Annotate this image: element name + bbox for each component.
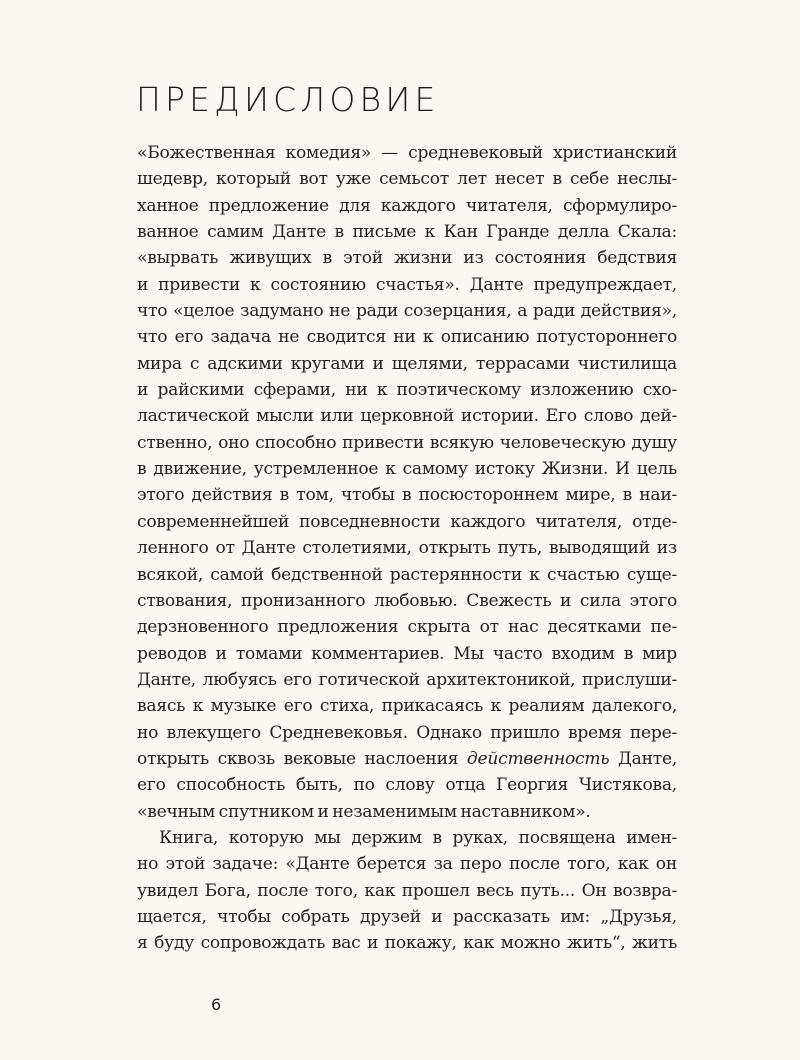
text-line: «вырвать живущих в этой жизни из состояния бедствия: [137, 248, 677, 269]
text-line: увидел Бога, после того, как прошел весь путь... Он возвра-: [137, 880, 677, 901]
text-line: всякой, самой бедственной растерянности к счастью суще-: [137, 564, 677, 585]
text-line: его способность быть, по слову отца Георгия Чистякова,: [137, 775, 677, 796]
text-line: ственно, оно способно привести всякую человеческую душу: [137, 432, 677, 453]
chapter-heading: ПРЕДИСЛОВИЕ: [136, 80, 440, 119]
text-line-with-emphasis: [137, 746, 677, 772]
text-line: и привести к состоянию счастья». Данте предупреждает,: [137, 274, 677, 295]
text-line: ханное предложение для каждого читателя, сформулиро-: [137, 195, 677, 216]
text-line: мира с адскими кругами и щелями, террасами чистилища: [137, 353, 677, 374]
text-line: что его задача не сводится ни к описанию потустороннего: [137, 327, 677, 348]
emphasis-word: действенность: [466, 748, 610, 769]
text-line: ванное самим Данте в письме к Кан Гранде делла Скала:: [137, 222, 677, 243]
text-line: современнейшей повседневности каждого читателя, отде-: [137, 511, 677, 532]
text-segment: Данте,: [609, 748, 677, 769]
text-line: шедевр, который вот уже семьсот лет несет в себе неслы-: [137, 169, 677, 190]
text-line: что «целое задумано не ради созерцания, а ради действия»,: [137, 301, 677, 322]
text-line: щается, чтобы собрать друзей и рассказать им: „Друзья,: [137, 906, 677, 927]
text-line: реводов и томами комментариев. Мы часто входим в мир: [137, 643, 677, 664]
text-line: Данте, любуясь его готической архитектоникой, прислуши-: [137, 669, 677, 690]
body-text: [137, 140, 677, 957]
paragraph-1: [137, 140, 677, 825]
text-line: я буду сопровождать вас и покажу, как можно жить“, жить: [137, 933, 677, 954]
text-line: Книга, которую мы держим в руках, посвящена имен-: [159, 827, 677, 848]
text-line: но этой задаче: «Данте берется за перо после того, как он: [137, 854, 677, 875]
text-line: «вечным спутником и незаменимым наставником».: [137, 801, 591, 822]
text-line: ствования, пронизанного любовью. Свежесть и сила этого: [137, 590, 677, 611]
page-number: 6: [211, 995, 222, 1014]
paragraph-2: [137, 825, 677, 957]
text-line: ластической мысли или церковной истории. Его слово дей-: [137, 406, 677, 427]
text-line: «Божественная комедия» — средневековый христианский: [137, 143, 677, 163]
text-line: ваясь к музыке его стиха, прикасаясь к реалиям далекого,: [137, 696, 677, 717]
text-line: этого действия в том, чтобы в посюстороннем мире, в наи-: [137, 485, 677, 506]
text-line: ленного от Данте столетиями, открыть путь, выводящий из: [137, 538, 677, 559]
text-line: дерзновенного предложения скрыта от нас десятками пе-: [137, 617, 677, 638]
text-segment: открыть сквозь вековые наслоения: [137, 748, 467, 769]
text-line: и райскими сферами, ни к поэтическому изложению схо-: [137, 380, 677, 401]
text-line: в движение, устремленное к самому истоку Жизни. И цель: [137, 459, 677, 480]
text-line: но влекущего Средневековья. Однако пришло время пере-: [137, 722, 677, 743]
